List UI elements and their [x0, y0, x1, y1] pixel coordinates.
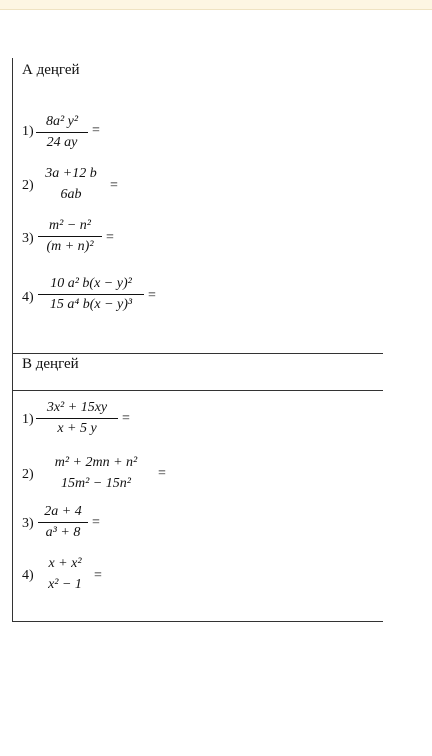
problem-number: 3) [22, 231, 34, 246]
numerator: m² + 2mn + n² [54, 455, 138, 470]
denominator: 24 ay [46, 135, 78, 150]
fraction-bar [38, 236, 102, 237]
equals-sign: = [122, 411, 130, 426]
denominator: 15m² − 15n² [61, 476, 131, 491]
equals-sign: = [92, 515, 100, 530]
denominator: 15 a⁴ b(x − y)³ [49, 297, 133, 312]
fraction [38, 504, 88, 541]
denominator: (m + n)² [46, 239, 94, 254]
denominator: 6ab [60, 187, 82, 202]
numerator: 8a² y² [45, 114, 79, 129]
fraction [36, 114, 88, 151]
numerator: 3a +12 b [45, 166, 97, 181]
equals-sign: = [148, 288, 156, 303]
equals-sign: = [94, 568, 102, 583]
problem-number: 4) [22, 568, 34, 583]
table-bottom-border [12, 621, 383, 622]
problem-number: 1) [22, 412, 34, 427]
fraction [38, 218, 102, 255]
denominator: x + 5 y [57, 421, 97, 436]
fraction [38, 166, 104, 203]
fraction-bar [38, 294, 144, 295]
equals-sign: = [158, 466, 166, 481]
denominator: a³ + 8 [45, 525, 81, 540]
fraction [36, 400, 118, 437]
top-banner [0, 0, 432, 10]
numerator: 10 a² b(x − y)² [50, 276, 132, 291]
fraction-bar [40, 473, 152, 474]
denominator: x² − 1 [48, 577, 82, 592]
problem-number: 1) [22, 124, 34, 139]
numerator: x + x² [48, 556, 82, 571]
problem-number: 4) [22, 290, 34, 305]
problem-number: 2) [22, 467, 34, 482]
problem-number: 2) [22, 178, 34, 193]
numerator: m² − n² [49, 218, 91, 233]
fraction-bar [36, 418, 118, 419]
section-a-heading: А деңгей [22, 62, 80, 78]
fraction [40, 556, 90, 593]
fraction-bar [40, 574, 90, 575]
section-b-heading: В деңгей [22, 356, 79, 372]
numerator: 2a + 4 [44, 504, 82, 519]
fraction [40, 455, 152, 492]
section-b-heading-underline [12, 390, 383, 391]
numerator: 3x² + 15xy [46, 400, 108, 415]
fraction-bar [36, 132, 88, 133]
fraction [38, 276, 144, 313]
equals-sign: = [106, 230, 114, 245]
fraction-bar [38, 522, 88, 523]
fraction-bar [38, 184, 104, 185]
equals-sign: = [110, 178, 118, 193]
equals-sign: = [92, 123, 100, 138]
problem-number: 3) [22, 516, 34, 531]
table-left-border [12, 58, 13, 622]
section-divider [12, 353, 383, 354]
